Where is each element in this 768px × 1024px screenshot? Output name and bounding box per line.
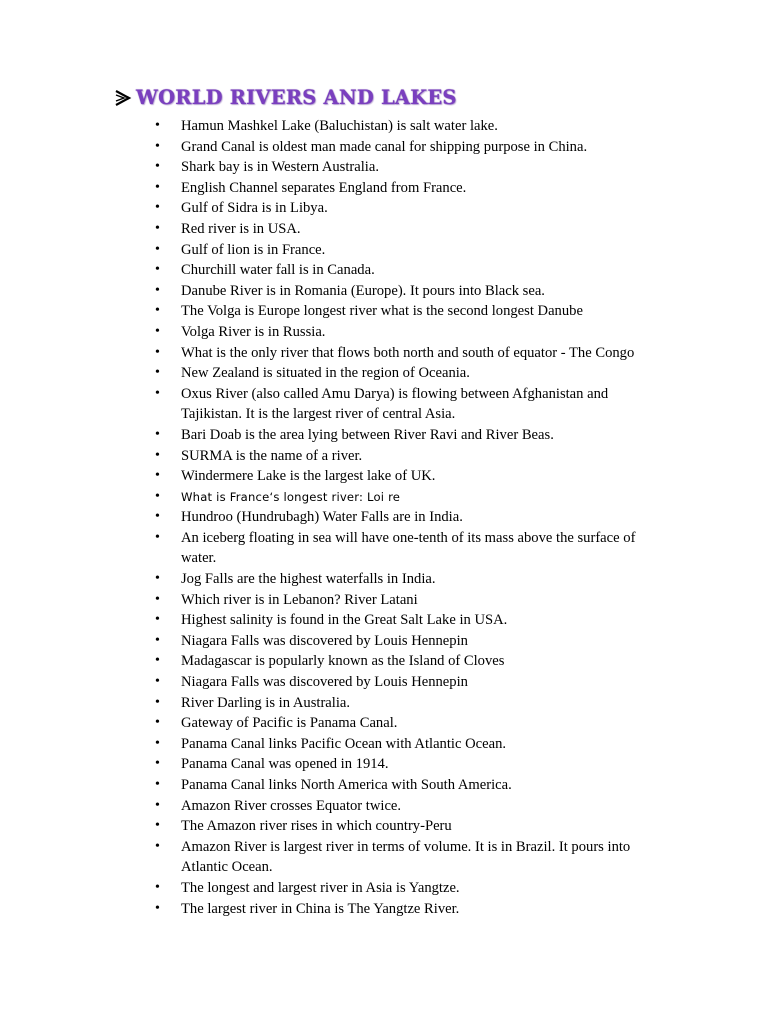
bullet-icon: •	[155, 674, 160, 690]
bullet-icon: •	[155, 797, 160, 813]
list-item-continuation	[0, 548, 651, 569]
list-item	[0, 137, 651, 158]
list-item	[0, 219, 651, 240]
bullet-icon: •	[155, 529, 160, 545]
list-item	[0, 178, 651, 199]
list-item-text: River Darling is in Australia.	[181, 694, 351, 711]
list-item-text: The longest and largest river in Asia is Yangtze.	[181, 879, 460, 896]
list-item	[0, 425, 651, 446]
bullet-icon: •	[155, 488, 160, 504]
list-item	[0, 487, 651, 508]
bullet-icon: •	[155, 571, 160, 587]
list-item	[0, 301, 651, 322]
list-item-text: Niagara Falls was discovered by Louis Hennepin	[181, 674, 468, 691]
list-item	[0, 775, 651, 796]
bullet-icon: •	[155, 365, 160, 381]
list-item-text: Red river is in USA.	[181, 220, 301, 237]
bullet-icon: •	[155, 632, 160, 648]
list-item-text: Volga River is in Russia.	[181, 323, 326, 340]
list-item-text: The Amazon river rises in which country-Peru	[181, 818, 452, 835]
list-item	[0, 734, 651, 755]
arrow-bullet-icon	[112, 87, 134, 109]
list-item	[0, 693, 651, 714]
list-item	[0, 343, 651, 364]
list-item	[0, 796, 651, 817]
list-item-text: The largest river in China is The Yangtze River.	[181, 900, 460, 917]
list-item-text: Madagascar is popularly known as the Island of Cloves	[181, 653, 505, 670]
list-item-text: What is France‘s longest river: Loi re	[181, 489, 401, 504]
bullet-icon: •	[155, 735, 160, 751]
bullet-icon: •	[155, 159, 160, 175]
list-item-text: Hundroo (Hundrubagh) Water Falls are in India.	[181, 509, 463, 526]
list-item-text: Shark bay is in Western Australia.	[181, 159, 379, 176]
list-item-text: Highest salinity is found in the Great Salt Lake in USA.	[181, 612, 508, 629]
bullet-icon: •	[155, 715, 160, 731]
list-item-text: English Channel separates England from France.	[181, 179, 467, 196]
list-item-text: Amazon River is largest river in terms of volume. It is in Brazil. It pours into	[181, 838, 631, 855]
list-item	[0, 466, 651, 487]
list-item-text: Which river is in Lebanon? River Latani	[181, 591, 418, 608]
bullet-icon: •	[155, 282, 160, 298]
list-item	[0, 384, 651, 405]
list-item	[0, 446, 651, 467]
list-item-text: SURMA is the name of a river.	[181, 447, 363, 464]
bullet-icon: •	[155, 900, 160, 916]
list-item-text: Atlantic Ocean.	[181, 859, 273, 876]
bullet-icon: •	[155, 262, 160, 278]
list-item-text: An iceberg floating in sea will have one-tenth of its mass above the surface of	[181, 529, 636, 546]
list-item	[0, 198, 651, 219]
bullet-icon: •	[155, 447, 160, 463]
list-item	[0, 507, 651, 528]
list-item	[0, 528, 651, 549]
list-item	[0, 837, 651, 858]
bullet-icon: •	[155, 179, 160, 195]
list-item-text: Gateway of Pacific is Panama Canal.	[181, 715, 398, 732]
list-item	[0, 899, 651, 920]
list-item-text: Hamun Mashkel Lake (Baluchistan) is salt water lake.	[181, 118, 498, 134]
fact-list	[0, 116, 651, 919]
list-item-text: Niagara Falls was discovered by Louis Hennepin	[181, 632, 468, 649]
bullet-icon: •	[155, 118, 160, 133]
list-item	[0, 363, 651, 384]
list-item-text: Panama Canal links North America with South America.	[181, 777, 512, 793]
list-item	[0, 672, 651, 693]
list-item	[0, 157, 651, 178]
list-item	[0, 713, 651, 734]
bullet-icon: •	[155, 879, 160, 895]
bullet-icon: •	[155, 838, 160, 854]
list-item	[0, 322, 651, 343]
bullet-icon: •	[155, 303, 160, 319]
bullet-icon: •	[155, 385, 160, 401]
list-item	[0, 281, 651, 302]
bullet-icon: •	[155, 426, 160, 442]
list-item-text: The Volga is Europe longest river what is the second longest Danube	[181, 303, 583, 320]
list-item-text: Gulf of lion is in France.	[181, 241, 326, 258]
list-item-text: Jog Falls are the highest waterfalls in India.	[181, 571, 436, 588]
list-item	[0, 240, 651, 261]
list-item-text: Churchill water fall is in Canada.	[181, 262, 375, 279]
bullet-icon: •	[155, 509, 160, 525]
bullet-icon: •	[155, 591, 160, 607]
bullet-icon: •	[155, 612, 160, 628]
list-item	[0, 631, 651, 652]
bullet-icon: •	[155, 344, 160, 360]
bullet-icon: •	[155, 818, 160, 834]
bullet-icon: •	[155, 200, 160, 216]
bullet-icon: •	[155, 220, 160, 236]
list-item-text: Windermere Lake is the largest lake of UK.	[181, 468, 436, 485]
bullet-icon: •	[155, 653, 160, 669]
list-item-text: Panama Canal links Pacific Ocean with Atlantic Ocean.	[181, 735, 507, 752]
list-item-continuation	[0, 404, 651, 425]
bullet-icon: •	[155, 138, 160, 154]
list-item	[0, 610, 651, 631]
list-item	[0, 569, 651, 590]
list-item	[0, 590, 651, 611]
list-item-text: Gulf of Sidra is in Libya.	[181, 200, 328, 217]
bullet-icon: •	[155, 323, 160, 339]
list-item	[0, 816, 651, 837]
list-item-text: Oxus River (also called Amu Darya) is flowing between Afghanistan and	[181, 385, 609, 402]
list-item-text: Amazon River crosses Equator twice.	[181, 797, 402, 814]
section-title: WORLD RIVERS AND LAKES	[136, 86, 457, 109]
section-heading	[112, 86, 457, 109]
list-item-text: water.	[181, 550, 217, 567]
bullet-icon: •	[155, 694, 160, 710]
list-item-text: Danube River is in Romania (Europe). It pours into Black sea.	[181, 282, 545, 299]
bullet-icon: •	[155, 468, 160, 484]
list-item-text: Panama Canal was opened in 1914.	[181, 756, 389, 773]
list-item	[0, 651, 651, 672]
bullet-icon: •	[155, 241, 160, 257]
list-item-text: New Zealand is situated in the region of Oceania.	[181, 365, 470, 382]
list-item-text: Bari Doab is the area lying between River Ravi and River Beas.	[181, 426, 554, 443]
list-item-continuation	[0, 857, 651, 878]
list-item	[0, 260, 651, 281]
list-item-text: Grand Canal is oldest man made canal for shipping purpose in China.	[181, 138, 588, 155]
list-item	[0, 116, 651, 137]
bullet-icon: •	[155, 756, 160, 772]
list-item	[0, 878, 651, 899]
list-item	[0, 754, 651, 775]
list-item-text: Tajikistan. It is the largest river of central Asia.	[181, 406, 456, 423]
list-item-text: What is the only river that flows both north and south of equator - The Congo	[181, 344, 635, 361]
bullet-icon: •	[155, 777, 160, 792]
